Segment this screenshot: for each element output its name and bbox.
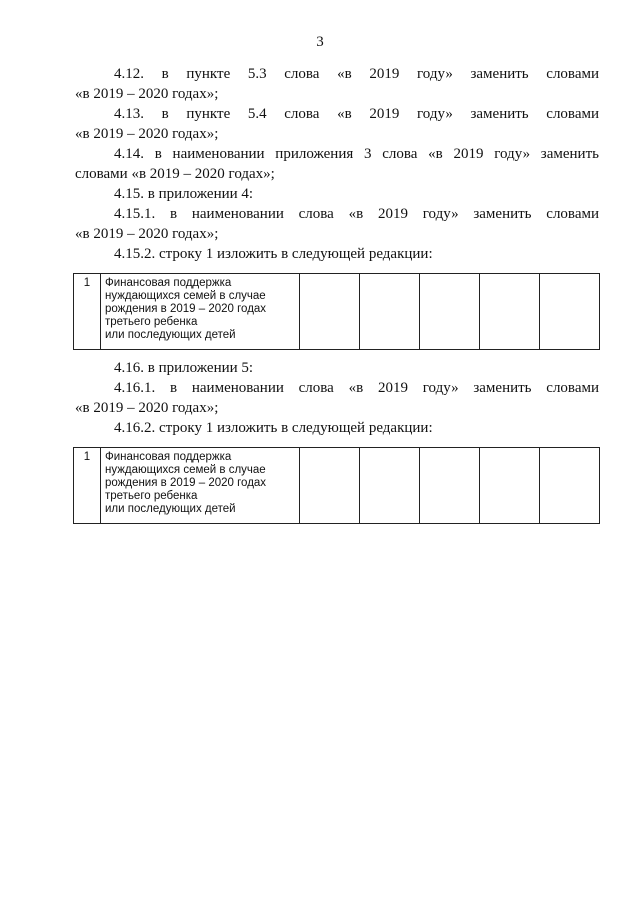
row-name-line: рождения в 2019 – 2020 годах [105,303,267,315]
replacement-row-table-1 [73,273,600,350]
row-name-cell [101,274,300,350]
row-name-cell [101,448,300,524]
paragraph-4-13-line-1: 4.13. в пункте 5.4 слова «в 2019 году» заменить словами [114,106,599,122]
paragraph-4-12-line-1: 4.12. в пункте 5.3 слова «в 2019 году» заменить словами [114,66,599,82]
paragraph-4-15-1-line-1: 4.15.1. в наименовании слова «в 2019 году» заменить словами [114,206,599,222]
paragraph-4-15: 4.15. в приложении 4: [114,186,254,202]
paragraph-4-14 [75,144,599,164]
replacement-row-table-2-wrapper [75,447,599,524]
empty-cell [420,448,480,524]
row-name-line: Финансовая поддержка [105,277,232,289]
table-row [74,274,600,350]
empty-cell [540,448,600,524]
empty-cell [540,274,600,350]
empty-cell [480,448,540,524]
paragraph-4-16: 4.16. в приложении 5: [114,360,254,376]
row-name-line: нуждающихся семей в случае [105,464,266,476]
empty-cell [300,448,360,524]
paragraph-4-16-1 [75,378,599,398]
document-body [75,64,599,524]
row-name-line: третьего ребенка [105,490,198,502]
paragraph-4-13 [75,104,599,124]
paragraph-4-15-1 [75,204,599,224]
row-name-line: нуждающихся семей в случае [105,290,266,302]
paragraph-4-14-continuation: словами «в 2019 – 2020 годах»; [75,166,275,182]
paragraph-4-12-continuation: «в 2019 – 2020 годах»; [75,86,219,102]
row-number-cell: 1 [74,448,101,524]
paragraph-4-16-2: 4.16.2. строку 1 изложить в следующей редакции: [114,420,433,436]
paragraph-4-12 [75,64,599,84]
paragraph-4-14-line-1: 4.14. в наименовании приложения 3 слова «в 2019 году» заменить [114,146,599,162]
row-name-line: или последующих детей [105,503,236,515]
empty-cell [360,448,420,524]
empty-cell [360,274,420,350]
row-name-line: или последующих детей [105,329,236,341]
table-row [74,448,600,524]
row-name-line: рождения в 2019 – 2020 годах [105,477,267,489]
replacement-row-table-1-wrapper [75,273,599,350]
page-number: 3 [316,34,324,50]
paragraph-4-15-1-continuation: «в 2019 – 2020 годах»; [75,226,219,242]
paragraph-4-15-2: 4.15.2. строку 1 изложить в следующей редакции: [114,246,433,262]
empty-cell [420,274,480,350]
empty-cell [480,274,540,350]
paragraph-4-16-1-line-1: 4.16.1. в наименовании слова «в 2019 году» заменить словами [114,380,599,396]
paragraph-4-13-continuation: «в 2019 – 2020 годах»; [75,126,219,142]
paragraph-4-16-1-continuation: «в 2019 – 2020 годах»; [75,400,219,416]
empty-cell [300,274,360,350]
row-name-line: третьего ребенка [105,316,198,328]
row-name-line: Финансовая поддержка [105,451,232,463]
replacement-row-table-2 [73,447,600,524]
row-number-cell: 1 [74,274,101,350]
